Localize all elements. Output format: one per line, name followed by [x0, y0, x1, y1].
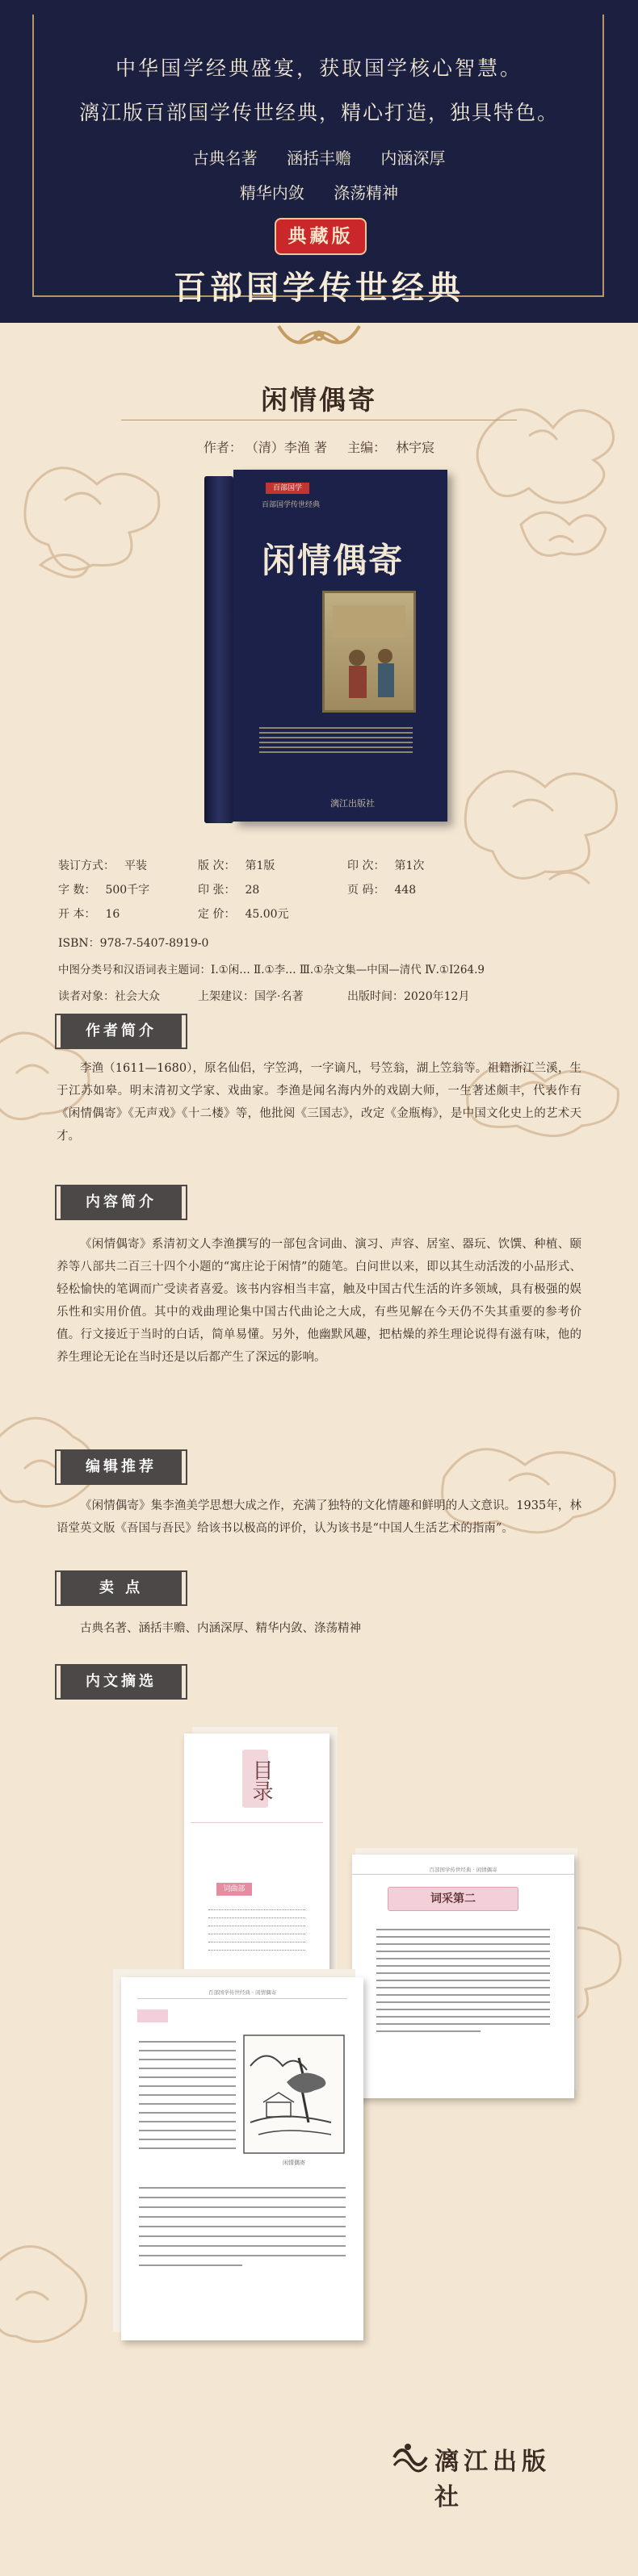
section-tag-highlights: 卖 点 — [57, 1572, 186, 1604]
spec-shelf: 上架建议：国学·名著 — [198, 990, 304, 1003]
publisher-logo-text: 漓江出版社 — [434, 2448, 551, 2511]
feature-item: 精华内敛 — [239, 183, 304, 203]
header-slogan-2: 漓江版百部国学传世经典，精心打造，独具特色。 — [78, 101, 559, 124]
cover-top-label: 百部国学 — [266, 483, 309, 494]
header-slogan-1: 中华国学经典盛宴，获取国学核心智慧。 — [115, 56, 523, 80]
toc-lines-1 — [208, 1903, 305, 1958]
spec-printing: 印 次： 第1次 — [347, 859, 425, 872]
cloud-decoration-icon — [0, 2211, 105, 2389]
cover-blurb-lines — [259, 724, 413, 756]
spec-readers: 读者对象：社会大众 — [58, 990, 160, 1003]
sample-page-chapter — [352, 1855, 574, 2098]
sample-page-illustrated — [121, 1977, 363, 2340]
cloud-decoration-icon — [420, 1404, 638, 1566]
book-spine — [204, 476, 233, 823]
feature-item: 内涵深厚 — [380, 148, 446, 168]
content-intro-text: 《闲情偶寄》系清初文人李渔撰写的一部包含词曲、演习、声容、居室、器玩、饮馔、种植、颐养等八部共二百三十四个小题的“寓庄论于闲情”的随笔。白问世以来，即以其生动活泼的小品形式、轻松愉快的笔调而广受读者喜爱。该书内容相当丰富，触及中国古代生活的许多领域，具有极强的娱乐性和实用价值。其中的戏曲理论集中国古代曲论之大成，有些见解在今天仍不失其重要的参考价值。行文接近于当时的白话，简单易懂。另外，他幽默风趣，把枯燥的养生理论说得有滋有味，他的养生理论无论在当时还是以后都产生了深远的影响。 — [57, 1238, 581, 1364]
page-running-title: 百部国学传世经典 · 闲情偶寄 — [429, 1867, 497, 1873]
author-row — [0, 437, 638, 456]
spec-edition: 版 次： 第1版 — [198, 859, 275, 872]
spec-pages: 页 码： 448 — [347, 884, 417, 897]
editor-label: 主编： — [347, 440, 387, 455]
cover-title: 闲情偶寄 — [262, 541, 405, 580]
series-title: 百部国学传世经典 — [174, 269, 464, 307]
section-tag-content: 内容简介 — [57, 1186, 186, 1219]
spec-isbn: ISBN：978-7-5407-8919-0 — [58, 937, 209, 950]
illustrated-text-lines-2 — [139, 2179, 346, 2274]
spec-binding: 装订方式： 平装 — [58, 859, 147, 872]
cloud-decoration-icon — [452, 726, 638, 936]
spec-sheets: 印 张： 28 — [198, 884, 260, 897]
author-intro-text: 李渔（1611—1680），原名仙侣，字笠鸿，一字谪凡，号笠翁，湖上笠翁等。祖籍浙江兰溪，生于江苏如皋。明末清初文学家、戏曲家。李渔是闻名海内外的戏剧大师，一生著述颇丰，代表作有《闲情偶寄》《无声戏》《十二楼》等，他批阅《三国志》，改定《金瓶梅》，是中国文化史上的艺术天才。 — [57, 1062, 581, 1143]
spec-cip: 中图分类号和汉语词表主题词：Ⅰ.①闲… Ⅱ.①李… Ⅲ.①杂文集—中国—清代 Ⅳ.①I264.9 — [58, 964, 485, 976]
feature-item: 涤荡精神 — [334, 183, 399, 203]
chapter-text-lines — [376, 1923, 550, 2038]
section-tag-author: 作者简介 — [57, 1015, 186, 1048]
book-title: 闲情偶寄 — [261, 384, 377, 416]
illustration-caption: 闲情偶寄 — [283, 2160, 305, 2166]
section-tag-excerpt: 内文摘选 — [57, 1666, 186, 1698]
spec-price: 定 价： 45.00元 — [198, 908, 289, 921]
cover-publisher: 漓江出版社 — [330, 798, 375, 809]
illustrated-text-lines — [139, 2034, 236, 2156]
chapter-heading: 词采第二 — [388, 1887, 518, 1911]
publisher-mark-icon — [388, 2437, 428, 2478]
author-label: 作者： — [203, 440, 242, 455]
highlights-text: 古典名著、涵括丰赡、内涵深厚、精华内敛、涤荡精神 — [80, 1622, 361, 1635]
recommend-text: 《闲情偶寄》集李渔美学思想大成之作，充满了独特的文化情趣和鲜明的人文意识。1935年，林语堂英文版《吾国与吾民》给该书以极高的评价，认为该书是“中国人生活艺术的指南”。 — [57, 1499, 581, 1535]
spec-format: 开 本： 16 — [58, 908, 120, 921]
collector-edition-badge: 典藏版 — [275, 218, 367, 255]
header-features-row-2 — [0, 180, 638, 203]
publisher-logo — [388, 2433, 573, 2511]
cover-painting-image — [322, 591, 416, 713]
spec-date: 出版时间：2020年12月 — [347, 990, 470, 1003]
editor-name: 林宇宸 — [396, 440, 435, 455]
painting-figures-icon — [325, 593, 413, 710]
book-cover-image — [233, 470, 447, 822]
section-tag-recommend: 编辑推荐 — [57, 1451, 186, 1483]
decorative-knot-icon — [275, 318, 363, 357]
cover-series: 百部国学传世经典 — [262, 501, 321, 509]
ink-landscape-illustration-icon — [242, 2034, 346, 2155]
feature-item: 古典名著 — [192, 148, 258, 168]
header-features-row-1 — [0, 145, 638, 169]
toc-heading: 目录 — [249, 1759, 273, 1801]
author-name: （清）李渔 著 — [251, 440, 327, 455]
spec-words: 字 数： 500千字 — [58, 884, 150, 897]
feature-item: 涵括丰赡 — [287, 148, 351, 168]
cloud-decoration-icon — [472, 379, 626, 589]
page-running-title: 百部国学传世经典 · 闲情偶寄 — [208, 1989, 277, 1996]
toc-section-1: 词曲部 — [216, 1883, 252, 1896]
